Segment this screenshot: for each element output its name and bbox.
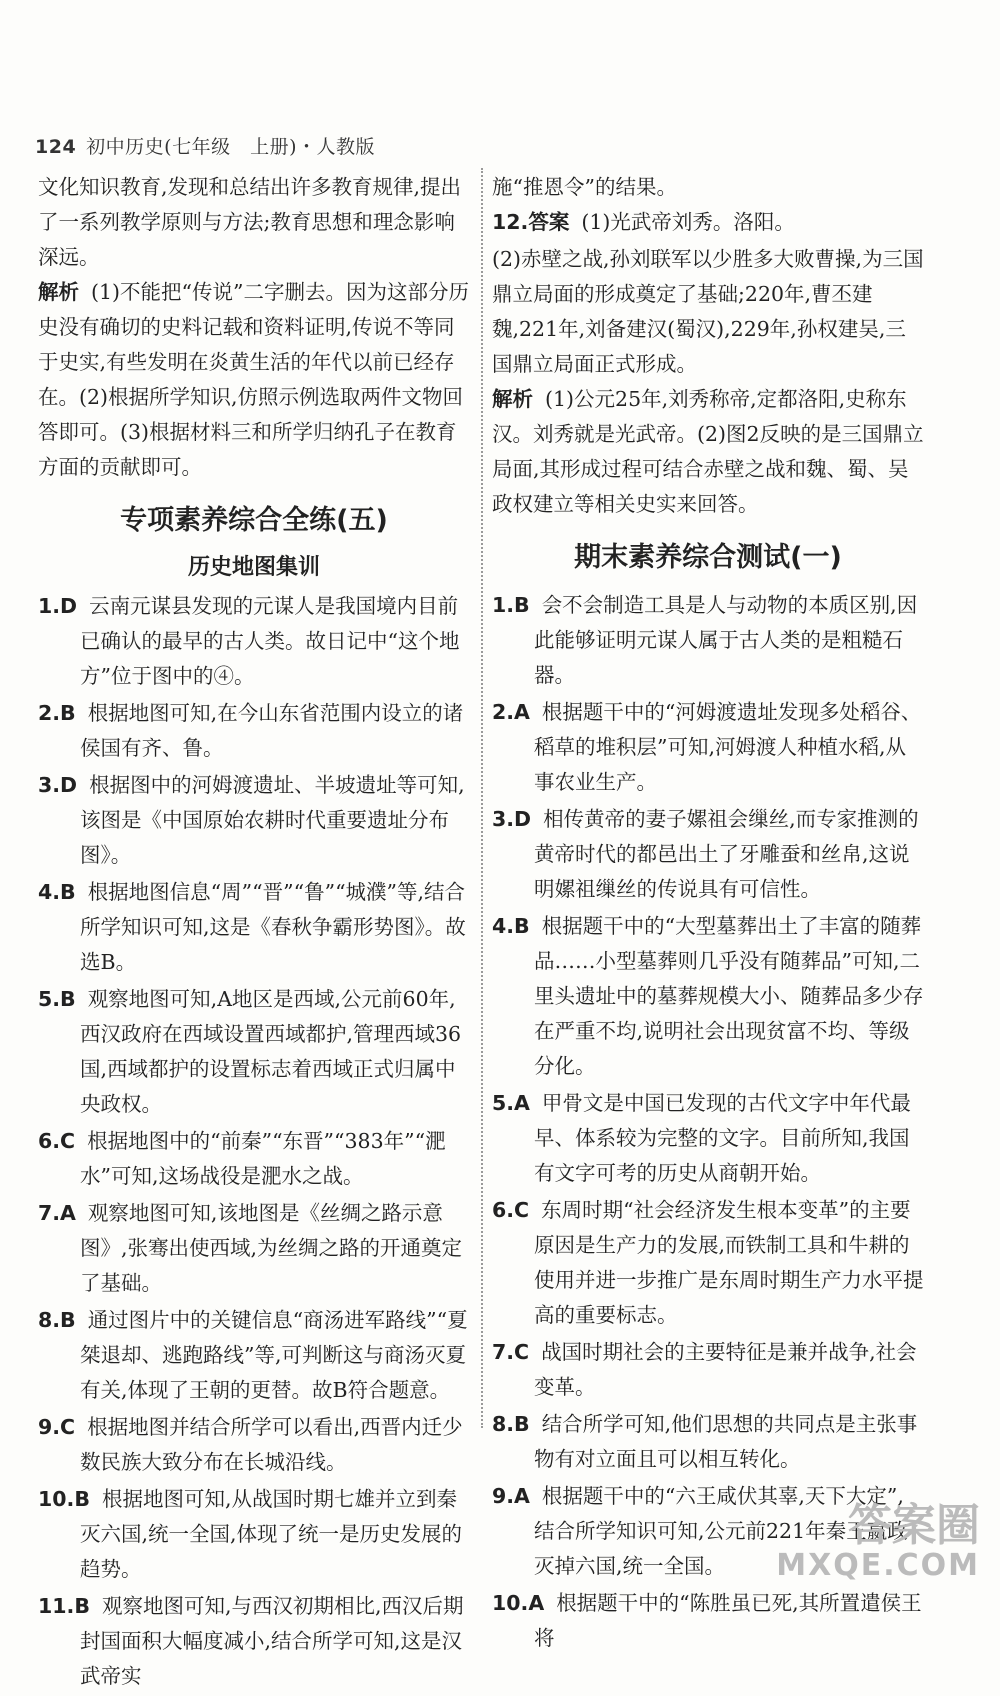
item-text: 会不会制造工具是人与动物的本质区别,因此能够证明元谋人属于古人类的是粗糙石器。	[534, 593, 918, 687]
item-number: 3.D	[38, 773, 78, 797]
item-number: 4.B	[492, 914, 530, 938]
item-number: 7.A	[38, 1201, 76, 1225]
intro-analysis	[38, 275, 470, 485]
item-text: 根据地图可知,从战国时期七雄并立到秦灭六国,统一全国,体现了统一是历史发展的趋势。	[80, 1487, 463, 1581]
page-number: 124	[35, 136, 77, 158]
item-text: 根据题干中的“大型墓葬出土了丰富的随葬品……小型墓葬则几乎没有随葬品”可知,二里头遗址中的墓葬规模大小、随葬品多少存在严重不均,说明社会出现贫富不均、等级分化。	[534, 914, 924, 1078]
answer-item	[492, 695, 924, 800]
section-title: 期末素养综合测试(一)	[574, 542, 842, 573]
item-text: 根据图中的河姆渡遗址、半坡遗址等可知,该图是《中国原始农耕时代重要遗址分布图》。	[80, 773, 465, 867]
answer-item	[38, 875, 470, 980]
column-divider	[481, 168, 483, 1428]
item-number: 12.答案	[492, 210, 570, 234]
item-text: 根据地图可知,在今山东省范围内设立的诸侯国有齐、鲁。	[80, 701, 464, 760]
answer-item	[38, 1196, 470, 1301]
item-number: 9.C	[38, 1415, 76, 1439]
answer-item	[492, 588, 924, 693]
left-column	[38, 170, 470, 1696]
answer-list	[38, 589, 470, 1694]
item-number: 7.C	[492, 1340, 530, 1364]
answer-list	[492, 588, 924, 1656]
answer-item	[492, 802, 924, 907]
item-number: 8.B	[38, 1308, 76, 1332]
answer-item	[38, 589, 470, 694]
watermark-url: MXQE.COM	[776, 1548, 980, 1583]
item-text: 观察地图可知,该地图是《丝绸之路示意图》,张骞出使西域,为丝绸之路的开通奠定了基础。	[80, 1201, 463, 1295]
item-number: 1.B	[492, 593, 530, 617]
section-title: 专项素养综合全练(五)	[120, 505, 388, 536]
item-number: 6.C	[492, 1198, 530, 1222]
analysis-text: (1)不能把“传说”二字删去。因为这部分历史没有确切的史料记载和资料证明,传说不等同于史实,有些发明在炎黄生活的年代以前已经存在。(2)根据所学知识,仿照示例选取两件文物回答即可。(3)根据材料三和所学归纳孔子在教育方面的贡献即可。	[38, 280, 469, 479]
item-number: 3.D	[492, 807, 532, 831]
item-number: 10.A	[492, 1591, 545, 1615]
item-text: 观察地图可知,与西汉初期相比,西汉后期封国面积大幅度减小,结合所学可知,这是汉武帝实	[80, 1594, 464, 1688]
item-number: 6.C	[38, 1129, 76, 1153]
item-text: 通过图片中的关键信息“商汤进军路线”“夏桀退却、逃跑路线”等,可判断这与商汤灭夏有关,体现了王朝的更替。故B符合题意。	[80, 1308, 468, 1402]
item-text: 根据地图信息“周”“晋”“鲁”“城濮”等,结合所学知识可知,这是《春秋争霸形势图》。故选B。	[80, 880, 466, 974]
analysis-text: (1)公元25年,刘秀称帝,定都洛阳,史称东汉。刘秀就是光武帝。(2)图2反映的是三国鼎立局面,其形成过程可结合赤壁之战和魏、蜀、吴政权建立等相关史实来回答。	[492, 387, 924, 516]
item-text: 根据地图并结合所学可以看出,西晋内迁少数民族大致分布在长城沿线。	[80, 1415, 463, 1474]
item-number: 1.D	[38, 594, 78, 618]
item-number: 2.A	[492, 700, 530, 724]
item-text: 东周时期“社会经济发生根本变革”的主要原因是生产力的发展,而铁制工具和牛耕的使用并进一步推广是东周时期生产力水平提高的重要标志。	[534, 1198, 924, 1327]
answer-item	[38, 696, 470, 766]
analysis-tag: 解析	[492, 387, 533, 411]
section-subtitle: 历史地图集训	[187, 555, 320, 580]
answer-item	[38, 982, 470, 1122]
item-text: 甲骨文是中国已发现的古代文字中年代最早、体系较为完整的文字。目前所知,我国有文字可考的历史从商朝开始。	[534, 1091, 911, 1185]
item-number: 4.B	[38, 880, 76, 904]
item-text: 根据题干中的“陈胜虽已死,其所置遣侯王将	[534, 1591, 922, 1650]
answer-item	[492, 1335, 924, 1405]
item-text: 根据题干中的“六王咸伏其辜,天下大定”,结合所学知识可知,公元前221年秦王嬴政灭掉六国,统一全国。	[534, 1484, 908, 1578]
item-number: 8.B	[492, 1412, 530, 1436]
item-text: 根据地图中的“前秦”“东晋”“383年”“淝水”可知,这场战役是淝水之战。	[80, 1129, 446, 1188]
answer-item	[492, 1193, 924, 1333]
item-text: 战国时期社会的主要特征是兼并战争,社会变革。	[534, 1340, 917, 1399]
item-text: 云南元谋县发现的元谋人是我国境内目前已确认的最早的古人类。故日记中“这个地方”位于图中的④。	[80, 594, 460, 688]
watermark-logo: 答案圈	[848, 1500, 980, 1551]
page-header	[35, 132, 375, 159]
answer-item	[38, 1410, 470, 1480]
site-watermark	[776, 1502, 980, 1582]
answer-item	[492, 1407, 924, 1477]
answer-item	[38, 1124, 470, 1194]
intro-text: 文化知识教育,发现和总结出许多教育规律,提出了一系列教学原则与方法;教育思想和理念影响深远。	[38, 175, 462, 269]
item-number: 5.A	[492, 1091, 530, 1115]
item-number: 9.A	[492, 1484, 530, 1508]
item-number: 11.B	[38, 1594, 90, 1618]
item-analysis	[492, 382, 924, 522]
item-number: 5.B	[38, 987, 76, 1011]
answer-item	[492, 205, 924, 240]
item-text: 结合所学可知,他们思想的共同点是主张事物有对立面且可以相互转化。	[534, 1412, 918, 1471]
item-answer: (1)光武帝刘秀。洛阳。	[581, 210, 795, 234]
item-text: 根据题干中的“河姆渡遗址发现多处稻谷、稻草的堆积层”可知,河姆渡人种植水稻,从事农业生产。	[534, 700, 922, 794]
item-number: 2.B	[38, 701, 76, 725]
item-text: 相传黄帝的妻子嫘祖会缫丝,而专家推测的黄帝时代的都邑出土了牙雕蚕和丝帛,这说明嫘祖缫丝的传说具有可信性。	[534, 807, 919, 901]
continued-text: 施“推恩令”的结果。	[492, 175, 677, 199]
answer-item	[492, 1086, 924, 1191]
answer-item	[38, 1589, 470, 1694]
answer-item	[38, 1303, 470, 1408]
book-title: 初中历史(七年级 上册)・人教版	[86, 136, 375, 158]
answer-item	[38, 768, 470, 873]
item-text: 观察地图可知,A地区是西域,公元前60年,西汉政府在西域设置西域都护,管理西域36国,西域都护的设置标志着西域正式归属中央政权。	[80, 987, 462, 1116]
analysis-tag: 解析	[38, 280, 79, 304]
item-answer-2: (2)赤壁之战,孙刘联军以少胜多大败曹操,为三国鼎立局面的形成奠定了基础;220年,曹丕建魏,221年,刘备建汉(蜀汉),229年,孙权建吴,三国鼎立局面正式形成。	[492, 247, 924, 376]
item-number: 10.B	[38, 1487, 90, 1511]
right-column	[492, 170, 924, 1658]
answer-item	[492, 1586, 924, 1656]
answer-item	[492, 909, 924, 1084]
answer-item	[38, 1482, 470, 1587]
